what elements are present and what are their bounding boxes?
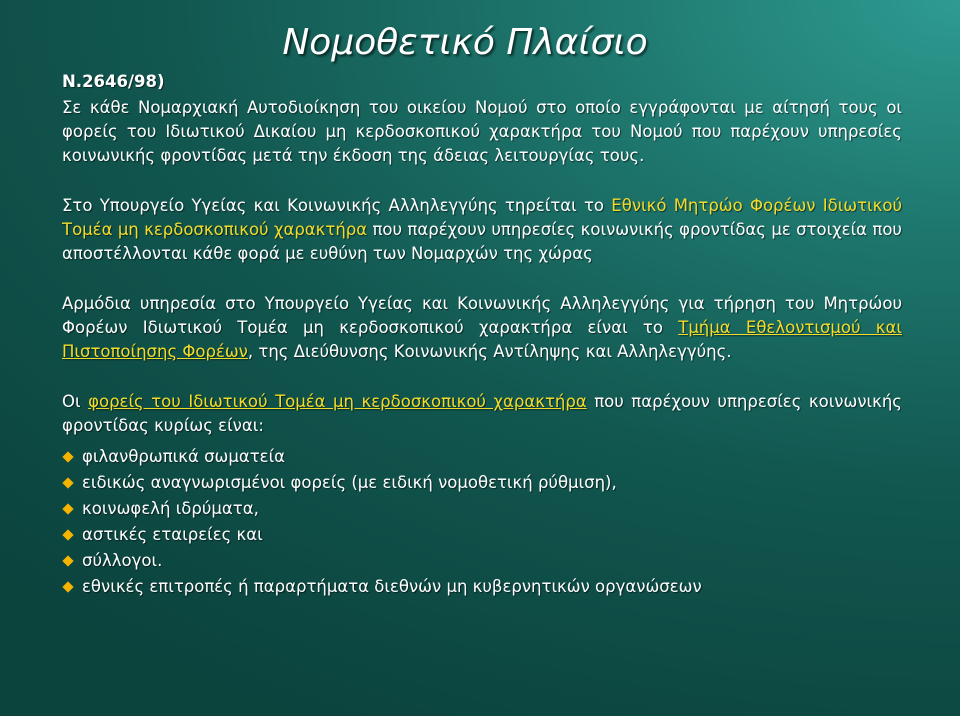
paragraph-prefecture-registry: Σε κάθε Νομαρχιακή Αυτοδιοίκηση του οικείου Νομού στο οποίο εγγράφονται με αίτησή τους οι φορείς του Ιδιωτικού Δικαίου μη κερδοσκοπικού χαρακτήρα του Νομού που παρέχουν υπηρεσίες κοινωνικής φροντίδας μετά την έκδοση της άδειας λειτουργίας τους. — [62, 98, 902, 165]
entity-types-list — [62, 444, 902, 600]
list-item-text: σύλλογοι. — [82, 551, 163, 570]
national-registry-text-before: Στο Υπουργείο Υγείας και Κοινωνικής Αλληλεγγύης τηρείται το — [62, 196, 612, 215]
list-item-text: φιλανθρωπικά σωματεία — [82, 447, 286, 466]
entity-types-highlight: φορείς του Ιδιωτικού Τομέα μη κερδοσκοπικού χαρακτήρα — [88, 392, 587, 411]
paragraph-national-registry — [62, 194, 902, 266]
list-item-text: αστικές εταιρείες και — [82, 525, 263, 544]
competent-service-text-before: Αρμόδια υπηρεσία στο Υπουργείο Υγείας και Κοινωνικής Αλληλεγγύης για τήρηση του Μητρώου Φορέων Ιδιωτικού Τομέα μη κερδοσκοπικού χαρακτήρα είναι το — [62, 294, 902, 337]
list-item — [62, 496, 902, 522]
competent-service-text-after: , της Διεύθυνσης Κοινωνικής Αντίληψης και Αλληλεγγύης. — [247, 342, 732, 361]
competent-service-highlight: Τμήμα Εθελοντισμού και Πιστοποίησης Φορέων — [62, 318, 902, 361]
list-item — [62, 470, 902, 496]
national-registry-highlight: Εθνικό Μητρώο Φορέων Ιδιωτικού Τομέα μη κερδοσκοπικού χαρακτήρα — [62, 196, 902, 239]
entity-types-text-after: που παρέχουν υπηρεσίες κοινωνικής φροντίδας κυρίως είναι: — [62, 392, 902, 435]
paragraph-competent-service — [62, 292, 902, 364]
list-item-text: κοινωφελή ιδρύματα, — [82, 499, 259, 518]
slide-content — [62, 70, 902, 600]
list-item — [62, 574, 902, 600]
paragraph-entity-types — [62, 390, 902, 438]
list-item — [62, 548, 902, 574]
entity-types-text-before: Οι — [62, 392, 89, 411]
diamond-bullet-icon — [62, 581, 74, 593]
diamond-bullet-icon — [62, 451, 74, 463]
slide-title: Νομοθετικό Πλαίσιο — [282, 22, 648, 63]
list-item-text: ειδικώς αναγνωρισμένοι φορείς (με ειδική νομοθετική ρύθμιση), — [82, 473, 617, 492]
law-reference: Ν.2646/98) — [62, 72, 165, 91]
diamond-bullet-icon — [62, 503, 74, 515]
diamond-bullet-icon — [62, 477, 74, 489]
list-item — [62, 522, 902, 548]
list-item-text: εθνικές επιτροπές ή παραρτήματα διεθνών μη κυβερνητικών οργανώσεων — [82, 577, 702, 596]
national-registry-text-after: που παρέχουν υπηρεσίες κοινωνικής φροντίδας με στοιχεία που αποστέλλονται κάθε φορά με ευθύνη των Νομαρχών της χώρας — [62, 220, 902, 263]
diamond-bullet-icon — [62, 529, 74, 541]
diamond-bullet-icon — [62, 555, 74, 567]
list-item — [62, 444, 902, 470]
